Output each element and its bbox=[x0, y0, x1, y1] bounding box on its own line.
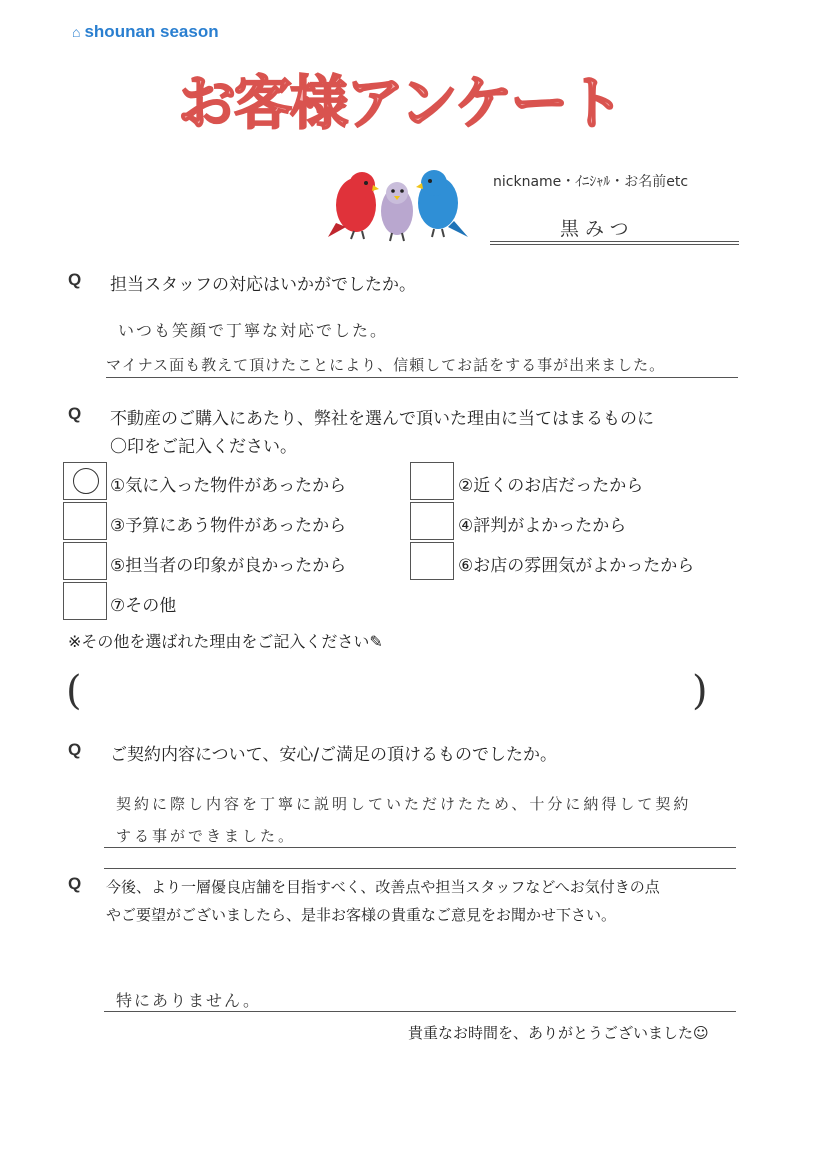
q3-answer-underline bbox=[104, 847, 736, 848]
option5-label: ⑤担当者の印象が良かったから bbox=[110, 556, 347, 576]
q3-answer-line2: する事ができました。 bbox=[116, 827, 297, 845]
birds-illustration bbox=[326, 163, 472, 243]
option6-checkbox[interactable] bbox=[410, 542, 454, 580]
option3-checkbox[interactable] bbox=[63, 502, 107, 540]
other-reason-prompt: ※その他を選ばれた理由をご記入ください✎ bbox=[68, 632, 383, 651]
q1-answer-line2: マイナス面も教えて頂けたことにより、信頼してお話をする事が出来ました。 bbox=[106, 356, 666, 374]
nickname-underline bbox=[490, 241, 739, 245]
q4-marker: Q bbox=[68, 874, 82, 893]
q4-question-line1: 今後、より一層優良店舗を目指すべく、改善点や担当スタッフなどへお気付きの点 bbox=[106, 878, 660, 896]
other-reason-close-paren: ) bbox=[692, 668, 708, 714]
brand-logo bbox=[72, 22, 219, 42]
blue-bird-icon bbox=[416, 170, 468, 237]
option2-checkbox[interactable] bbox=[410, 462, 454, 500]
circle-mark-icon bbox=[73, 468, 99, 494]
q4-question-line2: やご要望がございましたら、是非お客様の貴重なご意見をお聞かせ下さい。 bbox=[106, 906, 617, 924]
home-icon: ⌂ bbox=[72, 24, 81, 40]
option4-checkbox[interactable] bbox=[410, 502, 454, 540]
option6-label: ⑥お店の雰囲気がよかったから bbox=[458, 556, 695, 576]
other-reason-open-paren: ( bbox=[66, 668, 82, 714]
nickname-label: nickname・ｲﾆｼｬﾙ・お名前etc bbox=[493, 174, 689, 190]
page-title: お客様アンケート bbox=[178, 69, 623, 137]
q3-question: ご契約内容について、安心/ご満足の頂けるものでしたか。 bbox=[110, 745, 558, 765]
option7-checkbox[interactable] bbox=[63, 582, 107, 620]
q4-answer: 特にありません。 bbox=[116, 991, 261, 1010]
q1-answer-underline bbox=[106, 377, 738, 378]
option1-label: ①気に入った物件があったから bbox=[110, 476, 347, 496]
q4-answer-underline bbox=[104, 1011, 736, 1012]
q1-question: 担当スタッフの対応はいかがでしたか。 bbox=[110, 275, 416, 295]
closing-message: 貴重なお時間を、ありがとうございました☺ bbox=[408, 1024, 709, 1042]
option7-label: ⑦その他 bbox=[110, 596, 177, 616]
nickname-value: 黒みつ bbox=[560, 218, 635, 240]
option2-label: ②近くのお店だったから bbox=[458, 476, 644, 496]
q2-question-line1: 不動産のご購入にあたり、弊社を選んで頂いた理由に当てはまるものに bbox=[110, 409, 654, 429]
q3-answer-underline-2 bbox=[104, 868, 736, 869]
lilac-bird-icon bbox=[381, 182, 413, 241]
q3-marker: Q bbox=[68, 740, 82, 759]
brand-name: shounan season bbox=[84, 22, 219, 41]
other-reason-field[interactable] bbox=[100, 676, 680, 716]
option3-label: ③予算にあう物件があったから bbox=[110, 516, 347, 536]
option4-label: ④評判がよかったから bbox=[458, 516, 627, 536]
red-bird-icon bbox=[328, 172, 379, 239]
option1-checkbox[interactable] bbox=[63, 462, 107, 500]
q2-marker: Q bbox=[68, 404, 82, 423]
q1-answer-line1: いつも笑顔で丁寧な対応でした。 bbox=[118, 321, 389, 340]
q2-question-line2: 〇印をご記入ください。 bbox=[110, 437, 297, 457]
q3-answer-line1: 契約に際し内容を丁寧に説明していただけたため、十分に納得して契約 bbox=[116, 795, 692, 813]
option5-checkbox[interactable] bbox=[63, 542, 107, 580]
q1-marker: Q bbox=[68, 270, 82, 289]
